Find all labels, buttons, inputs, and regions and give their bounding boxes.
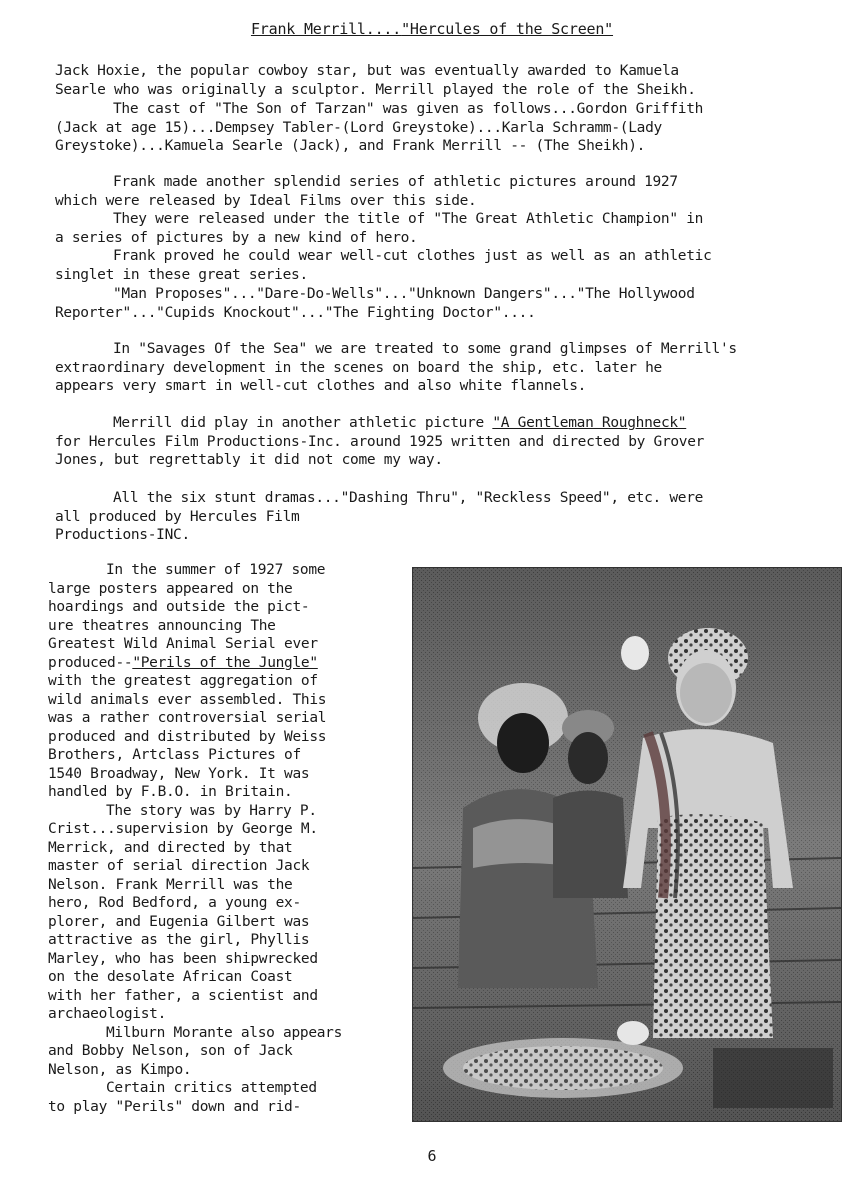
paragraph-athletic-champion: They were released under the title of "The Great Athletic Champion" in a series of pictures by a new kind of hero. — [55, 211, 704, 246]
paragraph-savages: In "Savages Of the Sea" we are treated to some grand glimpses of Merrill's extraordinary development in the scenes on board the ship, etc. later he appears very smart in well-cut clothes and also white flannels. — [55, 341, 737, 394]
film-still-photo — [412, 567, 842, 1122]
paragraph-hoxie: Jack Hoxie, the popular cowboy star, but was eventually awarded to Kamuela Searle who was originally a sculptor. Merrill played the role of the Sheikh. — [55, 63, 696, 98]
paragraph-stunt-dramas: All the six stunt dramas..."Dashing Thru", "Reckless Speed", etc. were all produced by Hercules Film Productions-INC. — [55, 490, 704, 543]
paragraph-cast: The cast of "The Son of Tarzan" was given as follows...Gordon Griffith (Jack at age 15)...Dempsey Tabler-(Lord Greystoke)...Karla Schramm-(Lady Greystoke)...Kamuela Searle (Jack), and Frank Merrill -- (The Sheikh). — [55, 101, 704, 154]
paragraph-gentleman-roughneck: Merrill did play in another athletic picture "A Gentleman Roughneck" for Hercules Film Productions-Inc. around 1925 written and directed by Grover Jones, but regrettably it did not come my way. — [55, 415, 705, 468]
left-column: In the summer of 1927 some large posters appeared on the hoardings and outside the pict- ure theatres announcing The Greatest Wild Animal Serial ever produced--"Perils of the Jungle" with the greatest aggregation of wild animals ever assembled. This was a rather controversial serial produced and distributed by Weiss Brothers, Artclass Pictures of 1540 Broadway, New York. It was handled by F.B.O. in Britain. The story was by Harry P. Crist...supervision by George M. Merrick, and directed by that master of serial direction Jack Nelson. Frank Merrill was the hero, Rod Bedford, a young ex- plorer, and Eugenia Gilbert was attractive as the girl, Phyllis Marley, who has been shipwrecked on the desolate African Coast with her father, a scientist and archaeologist. Milburn Morante also appears and Bobby Nelson, son of Jack Nelson, as Kimpo. Certain critics attempted to play "Perils" down and rid- — [48, 562, 343, 1115]
paragraph-well-cut: Frank proved he could wear well-cut clothes just as well as an athletic singlet in these great series. — [55, 248, 712, 283]
page-number: 6 — [427, 1147, 437, 1165]
paragraph-film-titles: "Man Proposes"..."Dare-Do-Wells"..."Unknown Dangers"..."The Hollywood Reporter"..."Cupids Knockout"..."The Fighting Doctor".... — [55, 286, 695, 321]
paragraph-ideal-films: Frank made another splendid series of athletic pictures around 1927 which were released by Ideal Films over this side. — [55, 174, 678, 209]
serial-title-underlined: "Perils of the Jungle" — [132, 654, 318, 671]
film-title-underlined: "A Gentleman Roughneck" — [492, 415, 687, 431]
page-title: Frank Merrill...."Hercules of the Screen" — [250, 20, 614, 38]
